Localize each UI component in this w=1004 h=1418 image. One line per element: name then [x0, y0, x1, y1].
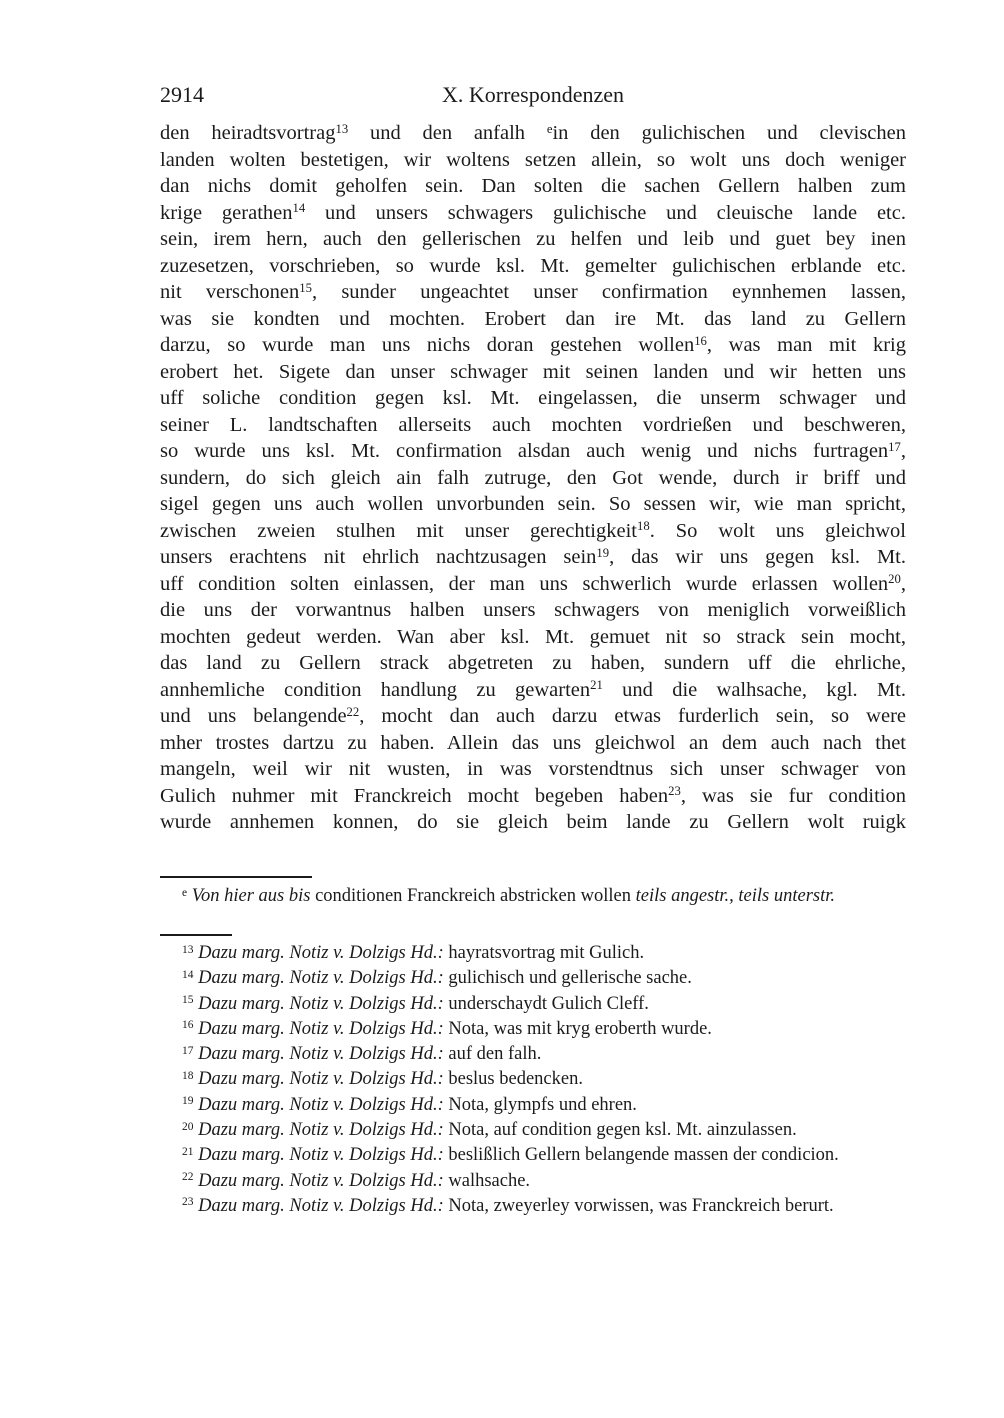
footnote-marker: 22: [346, 704, 360, 719]
footnote-text: Nota, zweyerley vorwissen, was Franckreich berurt.: [448, 1195, 834, 1216]
body-line: den heiradtsvortrag$^{13}$ und den anfalh $^e$in den gulichischen und clevischen: [160, 121, 906, 144]
footnote-number: 19: [182, 1095, 194, 1108]
footnote-rule: [160, 934, 232, 936]
footnote-text: Nota, auf condition gegen ksl. Mt. ainzulassen.: [448, 1120, 797, 1141]
footnote-number: 21: [182, 1145, 194, 1158]
footnote-source: Dazu marg. Notiz v. Dolzigs Hd.:: [198, 1018, 444, 1039]
body-line: unsers erachtens nit ehrlich nachtzusagen sein$^{19}$, das wir uns gegen ksl. Mt.: [160, 545, 906, 568]
footnote-number: 15: [182, 994, 194, 1007]
footnote: [160, 1093, 908, 1118]
footnote: [160, 1143, 908, 1168]
footnote-source: Dazu marg. Notiz v. Dolzigs Hd.:: [198, 968, 444, 989]
body-line: dan nichs domit geholfen sein. Dan solten die sachen Gellern halben zum: [160, 175, 906, 197]
footnote-source: Dazu marg. Notiz v. Dolzigs Hd.:: [198, 1195, 444, 1216]
footnote-marker: 21: [590, 678, 603, 693]
body-line: die uns der vorwantnus halben unsers schwagers von meniglich vorweißlich: [160, 599, 906, 621]
footnote-number: 20: [182, 1120, 194, 1133]
footnote-number: 18: [182, 1069, 194, 1082]
footnote-text: Nota, was mit kryg eroberth wurde.: [448, 1018, 712, 1039]
footnote-marker: 19: [596, 545, 610, 560]
running-header: [160, 82, 906, 108]
body-line: sein, irem hern, auch den gellerischen zu helfen und leib und guet bey inen: [160, 228, 906, 250]
body-line: mochten gedeut werden. Wan aber ksl. Mt. gemuet nit so strack sein mocht,: [160, 625, 906, 648]
body-line: was sie kondten und mochten. Erobert dan ire Mt. das land zu Gellern: [160, 307, 906, 330]
body-line: uff condition solten einlassen, der man uns schwerlich wurde erlassen wollen$^{20}$,: [160, 572, 906, 595]
body-line: landen wolten bestetigen, wir woltens setzen allein, so wolt uns doch weniger: [160, 148, 906, 171]
footnote-source: Dazu marg. Notiz v. Dolzigs Hd.:: [198, 1094, 444, 1115]
footnote-marker: 14: [292, 201, 306, 216]
body-line: so wurde uns ksl. Mt. confirmation alsdan auch wenig und nichs furtragen$^{17}$,: [160, 439, 906, 462]
footnote: [160, 992, 908, 1017]
footnotes-section: [160, 934, 908, 1219]
footnote-text: Nota, glympfs und ehren.: [448, 1094, 637, 1115]
footnote-number: 16: [182, 1019, 194, 1032]
footnote: [160, 966, 908, 991]
footnote-marker: 18: [636, 519, 650, 534]
footnote: [160, 1067, 908, 1092]
footnote-marker: 23: [668, 784, 681, 799]
footnote-source: Dazu marg. Notiz v. Dolzigs Hd.:: [198, 993, 444, 1014]
body-line: sigel gegen uns auch wollen unvorbunden sein. So sessen wir, wie man spricht,: [160, 493, 906, 515]
footnote-number: 22: [182, 1171, 194, 1184]
body-line: uff soliche condition gegen ksl. Mt. eingelassen, die unserm schwager und: [160, 387, 906, 409]
footnote-source: Dazu marg. Notiz v. Dolzigs Hd.:: [198, 1170, 444, 1191]
footnote-text: hayratsvortrag mit Gulich.: [448, 943, 645, 963]
running-title: X. Korrespondenzen: [441, 82, 625, 107]
footnote-source: Dazu marg. Notiz v. Dolzigs Hd.:: [198, 1145, 444, 1166]
body-line: annhemliche condition handlung zu gewarten$^{21}$ und die walhsache, kgl. Mt.: [160, 678, 906, 701]
body-line: Gulich nuhmer mit Franckreich mocht begeben haben$^{23}$, was sie fur condition: [160, 784, 906, 807]
footnote-marker: e: [546, 121, 553, 136]
body-line: erobert het. Sigete dan unser schwager mit seinen landen und wir hetten uns: [160, 360, 906, 383]
emphasis-text: Von hier aus bis: [191, 886, 311, 906]
body-line: seiner L. landtschaften allerseits auch mochten vordrießen und beschweren,: [160, 413, 906, 436]
body-line: wurde annhemen konnen, do sie gleich beim lande zu Gellern wolt ruigk: [160, 811, 906, 833]
body-line: zuzesetzen, vorschrieben, so wurde ksl. Mt. gemelter gulichischen erblande etc.: [160, 254, 906, 277]
footnote-marker: 16: [694, 333, 707, 348]
footnote: [160, 941, 908, 966]
body-line: das land zu Gellern strack abgetreten zu haben, sundern uff die ehrliche,: [160, 652, 906, 674]
apparatus-section: [160, 876, 906, 909]
footnote-source: Dazu marg. Notiz v. Dolzigs Hd.:: [198, 943, 444, 963]
body-line: mangeln, weil wir nit wusten, in was vorstendtnus sich unser schwager von: [160, 758, 906, 780]
footnote-text: beslißlich Gellern belangende massen der condicion.: [448, 1145, 839, 1166]
body-line: darzu, so wurde man uns nichs doran gestehen wollen$^{16}$, was man mit krig: [160, 333, 906, 356]
footnote-list: [160, 941, 908, 1219]
body-line: krige gerathen$^{14}$ und unsers schwagers gulichische und cleuische lande etc.: [160, 201, 906, 224]
footnote-text: gulichisch und gellerische sache.: [448, 968, 692, 989]
footnote-source: Dazu marg. Notiz v. Dolzigs Hd.:: [198, 1044, 444, 1065]
page-number: 2914: [160, 82, 204, 107]
footnote-text: auf den falh.: [448, 1044, 542, 1065]
body-line: zwischen zweien stulhen mit unser gerechtigkeit$^{18}$. So wolt uns gleichwol: [160, 519, 906, 542]
body-line: und uns belangende$^{22}$, mocht dan auch darzu etwas furderlich sein, so were: [160, 704, 906, 727]
footnote-source: Dazu marg. Notiz v. Dolzigs Hd.:: [198, 1120, 444, 1141]
footnote-source: Dazu marg. Notiz v. Dolzigs Hd.:: [198, 1069, 444, 1090]
apparatus-note: $^e$ Von hier aus bis conditionen Franckreich abstricken wollen teils angestr., teils unterstr.: [182, 886, 836, 906]
footnote-marker: 20: [888, 572, 901, 587]
footnote-text: beslus bedencken.: [448, 1069, 583, 1090]
footnote-number: 23: [182, 1196, 194, 1209]
footnote-marker: 15: [299, 280, 312, 295]
footnote: [160, 1017, 908, 1042]
body-line: mher trostes dartzu zu haben. Allein das uns gleichwol an dem auch nach thet: [160, 731, 906, 754]
body-line: sundern, do sich gleich ain falh zutruge, den Got wende, durch ir briff und: [160, 466, 906, 489]
footnote-marker: e: [182, 886, 188, 899]
body-line: nit verschonen$^{15}$, sunder ungeachtet unser confirmation eynnhemen lassen,: [160, 280, 906, 303]
footnote-text: underschaydt Gulich Cleff.: [448, 993, 649, 1014]
footnote: [160, 1169, 908, 1194]
body-paragraph: [160, 120, 906, 836]
footnote: [160, 1042, 908, 1067]
footnote-marker: 17: [888, 439, 901, 454]
footnote-marker: 13: [335, 121, 349, 136]
footnote-number: 13: [182, 943, 194, 956]
footnote-number: 17: [182, 1044, 194, 1057]
apparatus-rule: [160, 876, 312, 878]
footnote-text: walhsache.: [448, 1170, 531, 1191]
footnote: [160, 1194, 908, 1219]
footnote: [160, 1118, 908, 1143]
footnote-number: 14: [182, 968, 194, 981]
emphasis-text: teils angestr., teils unterstr.: [635, 886, 836, 906]
